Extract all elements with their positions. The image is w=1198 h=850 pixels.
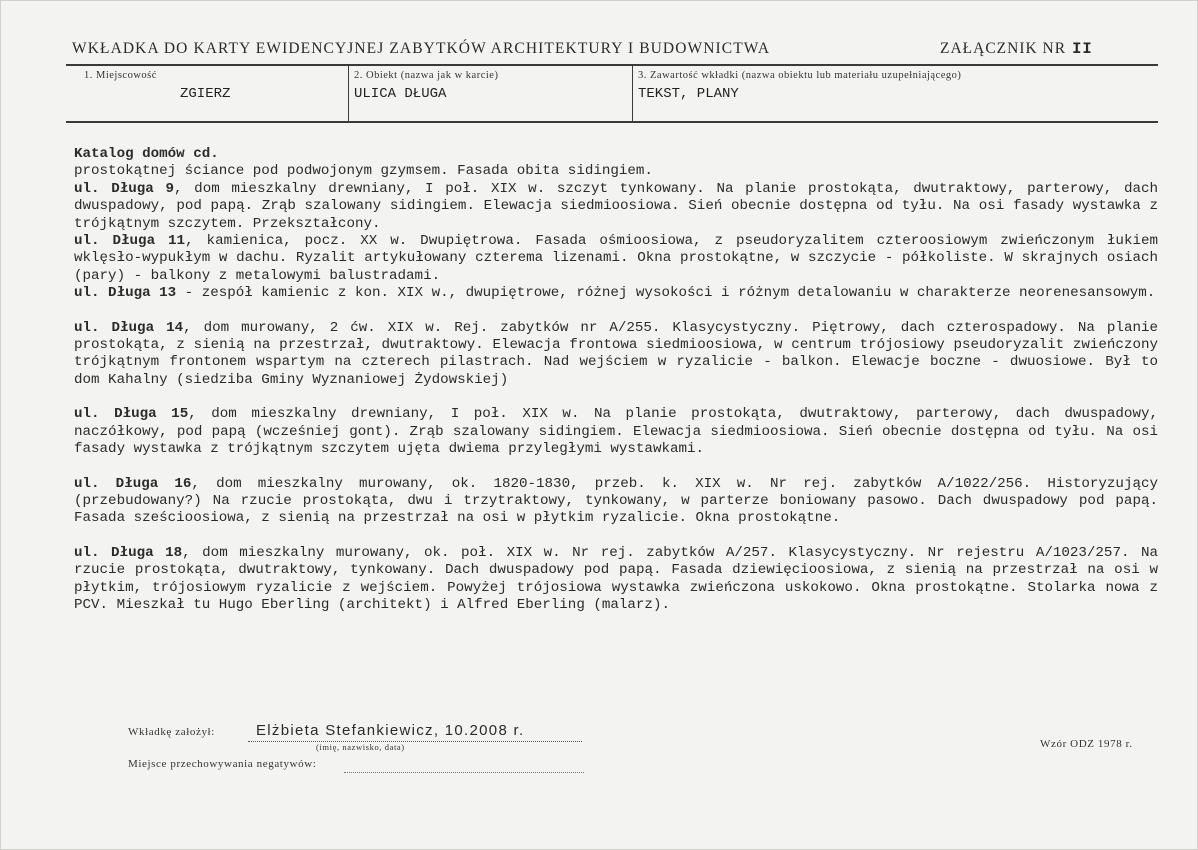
intro-paragraph: prostokątnej ściance pod podwojonym gzymsem. Fasada obita sidingiem. bbox=[74, 163, 653, 180]
entry-text: , kamienica, pocz. XX w. Dwupiętrowa. Fasada ośmioosiowa, z pseudoryzalitem czteroosiowym zwieńczonym łukiem wklęsło-wypukłym w dachu. Ryzalit artykułowany czterema lizenami. Okna prostokątne, w szczycie - półkoliste. W skrajnych osiach (pary) - balkony z metalowymi balustradami. bbox=[74, 233, 1159, 284]
field-object-label: 2. Obiekt (nazwa jak w karcie) bbox=[354, 70, 499, 81]
catalog-content bbox=[74, 146, 1158, 614]
entry-dluga-15 bbox=[74, 406, 1158, 458]
author-label: Wkładkę założył: bbox=[128, 726, 215, 738]
entry-text: - zespół kamienic z kon. XIX w., dwupiętrowe, różnej wysokości i różnym detalowaniu w charakterze neorenesansowym. bbox=[176, 285, 1156, 302]
entry-title: ul. Długa 18 bbox=[74, 544, 183, 561]
author-sub-label: (imię, nazwisko, data) bbox=[316, 742, 405, 752]
entry-title: ul. Długa 14 bbox=[74, 319, 184, 336]
author-signature-line bbox=[248, 741, 582, 742]
form-version-label: Wzór ODZ 1978 r. bbox=[1040, 738, 1133, 750]
entry-text: , dom mieszkalny murowany, ok. 1820-1830, przeb. k. XIX w. Nr rej. zabytków A/1022/256. Historyzujący (przebudowany?) Na rzucie prostokąta, dwu i trzytraktowy, tynkowany, w parterze boniowany pasowo. Dach dwuspadowy pod papą. Fasada sześcioosiowa, z sienią na przestrzał na osi w płytkim ryzalicie. Okna prostokątne. bbox=[74, 475, 1159, 527]
annex-label bbox=[940, 40, 1093, 58]
header-rule-bottom bbox=[66, 121, 1158, 123]
field-locality-label: 1. Miejscowość bbox=[84, 70, 157, 81]
entry-text: , dom mieszkalny murowany, ok. poł. XIX w. Nr rej. zabytków A/257. Klasycystyczny. Nr rejestru A/1023/257. Na rzucie prostokąta, dwutraktowy, tynkowany. Dach dwuspadowy pod papą. Fasada dziewięcioosiowa, z sienią na przestrzał na osi w płytkim, trójosiowym ryzalicie z wejściem. Powyżej trójosiowa wystawka zwieńczona uskokowo. Okna prostokątne. Stolarka nowa z PCV. Mieszkał tu Hugo Eberling (architekt) i Alfred Eberling (malarz). bbox=[74, 544, 1159, 613]
entry-dluga-13 bbox=[74, 285, 1158, 302]
annex-label-text: ZAŁĄCZNIK NR bbox=[940, 40, 1067, 57]
header-rule-top bbox=[66, 64, 1158, 66]
negatives-line bbox=[344, 772, 584, 773]
entry-text: , dom mieszkalny drewniany, I poł. XIX w. Na planie prostokąta, dwutraktowy, parterowy, dach dwuspadowy, naczółkowy, pod papą (wcześniej gont). Zrąb szalowany sidingiem. Elewacja siedmioosiowa. Sień obecnie dostępna od tyłu. Na osi fasady wystawka z trójkątnym szczytem ujęta dwiema przyległymi wystawkami. bbox=[74, 406, 1158, 458]
field-separator-1 bbox=[348, 66, 349, 121]
field-content-label: 3. Zawartość wkładki (nazwa obiektu lub materiału uzupełniającego) bbox=[638, 70, 962, 81]
field-separator-2 bbox=[632, 66, 633, 121]
field-object-value: ULICA DŁUGA bbox=[354, 86, 447, 102]
field-locality-value: ZGIERZ bbox=[180, 86, 231, 102]
entry-text: , dom murowany, 2 ćw. XIX w. Rej. zabytków nr A/255. Klasycystyczny. Piętrowy, dach czterospadowy. Na planie prostokąta, z sienią na przestrzał, dwutraktowy. Elewacja frontowa siedmioosiowa, w centrum trójosiowy pseudoryzalit zwieńczony trójkątnym frontonem wspartym na czterech pilastrach. Nad wejściem w ryzalicie - balkon. Elewacje boczne - dwuosiowe. Był to dom Kahalny (siedziba Gminy Wyznaniowej Żydowskiej) bbox=[74, 319, 1158, 388]
entry-title: ul. Długa 15 bbox=[74, 406, 189, 423]
entry-dluga-11 bbox=[74, 233, 1158, 285]
entry-title: ul. Długa 11 bbox=[74, 233, 186, 250]
author-value: Elżbieta Stefankiewicz, 10.2008 r. bbox=[256, 722, 525, 739]
form-title: WKŁADKA DO KARTY EWIDENCYJNEJ ZABYTKÓW ARCHITEKTURY I BUDOWNICTWA bbox=[72, 40, 771, 57]
entry-title: ul. Długa 9 bbox=[74, 180, 174, 197]
annex-number: II bbox=[1072, 40, 1093, 58]
entry-title: ul. Długa 16 bbox=[74, 475, 192, 492]
entry-dluga-14 bbox=[74, 320, 1158, 390]
negatives-label: Miejsce przechowywania negatywów: bbox=[128, 758, 317, 770]
entry-dluga-16 bbox=[74, 476, 1158, 528]
catalog-heading: Katalog domów cd. bbox=[74, 146, 219, 162]
entry-dluga-9 bbox=[74, 181, 1158, 233]
field-content-value: TEKST, PLANY bbox=[638, 86, 739, 102]
entry-title: ul. Długa 13 bbox=[74, 285, 177, 302]
entry-dluga-18 bbox=[74, 545, 1158, 615]
entry-text: , dom mieszkalny drewniany, I poł. XIX w. szczyt tynkowany. Na planie prostokąta, dwutraktowy, parterowy, dach dwuspadowy, pod papą. Zrąb szalowany sidingiem. Elewacja siedmioosiowa. Sień obecnie dostępna od tyłu. Na osi fasady wystawka z trójkątnym szczytem. Przekształcony. bbox=[74, 180, 1158, 232]
